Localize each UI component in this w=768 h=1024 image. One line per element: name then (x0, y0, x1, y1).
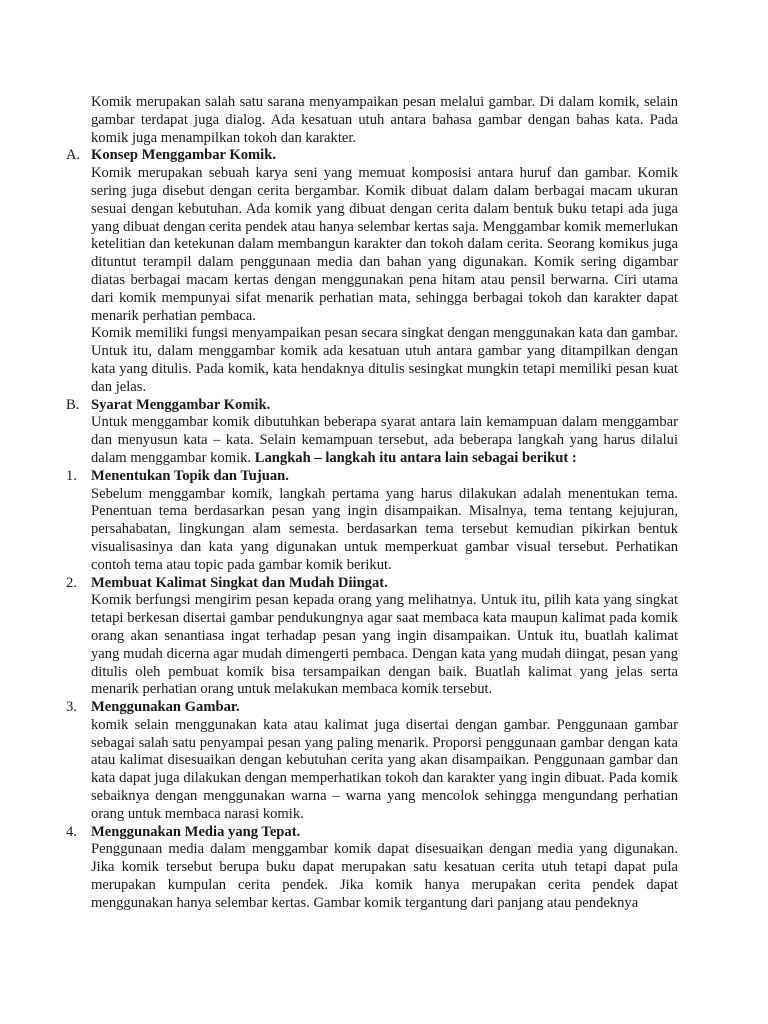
step-3-marker: 3. (66, 699, 77, 716)
section-a (66, 147, 678, 396)
section-a-paragraph-1: Komik merupakan sebuah karya seni yang memuat komposisi antara huruf dan gambar. Komik sering juga disebut dengan cerita bergambar. Komik dibuat dalam dalam berbagai macam ukuran sesuai dengan kebutuhan. Ada komik yang dibuat dengan cerita dalam bentuk buku tetapi ada juga yang dibuat dengan cerita pendek atau hanya selembar kertas saja. Menggambar komik memerlukan ketelitian dan ketekunan dalam membangun karakter dan tokoh dalam cerita. Seorang komikus juga dituntut terampil dalam penggunaan media dan bahan yang digunakan. Komik sering digambar diatas berbagai macam kertas dengan menggunakan pena hitam atau pensil berwarna. Ciri utama dari komik mempunyai sifat menarik perhatian mata, sehingga berbagai tokoh dan karakter dapat menarik perhatian pembaca. (91, 165, 678, 324)
step-3 (66, 699, 678, 824)
section-a-marker: A. (66, 147, 81, 164)
step-2-marker: 2. (66, 574, 77, 591)
step-1-marker: 1. (66, 467, 77, 484)
step-4-marker: 4. (66, 823, 77, 840)
section-b-marker: B. (66, 396, 80, 413)
section-b-paragraph (91, 414, 678, 467)
step-1-paragraph: Sebelum menggambar komik, langkah pertama yang harus dilakukan adalah menentukan tema. Penentuan tema berdasarkan pesan yang ingin disampaikan. Misalnya, tema tentang kejujuran, persahabatan, lingkungan alam semesta. berdasarkan tema tersebut kemudian pikirkan bentuk visualisasinya dan kata yang digunakan untuk memperkuat gambar visual tersebut. Perhatikan contoh tema atau topic pada gambar komik berikut. (91, 485, 678, 573)
step-3-heading: Menggunakan Gambar. (91, 699, 240, 716)
step-1 (66, 467, 678, 575)
step-4-paragraph: Penggunaan media dalam menggambar komik dapat disesuaikan dengan media yang digunakan. Jika komik tersebut berupa buku dapat merupakan satu kesatuan cerita utuh tetapi dapat pula merupakan kumpulan cerita pendek. Jika komik hanya merupakan cerita pendek dapat menggunakan hanya selembar kertas. Gambar komik tergantung dari panjang atau pendeknya (91, 841, 678, 911)
intro-paragraph: Komik merupakan salah satu sarana menyampaikan pesan melalui gambar. Di dalam komik, selain gambar terdapat juga dialog. Ada kesatuan utuh antara bahasa gambar dengan bahas kata. Pada komik juga menampilkan tokoh dan karakter. (91, 94, 678, 146)
section-b-heading: Syarat Menggambar Komik. (91, 396, 271, 413)
step-1-heading: Menentukan Topik dan Tujuan. (91, 467, 289, 484)
section-a-heading: Konsep Menggambar Komik. (91, 147, 277, 164)
step-2 (66, 574, 678, 700)
step-4-heading: Menggunakan Media yang Tepat. (91, 823, 301, 840)
section-b-body: Untuk menggambar komik dibutuhkan beberapa syarat antara lain kemampuan dalam menggambar dan menyusun kata – kata. Selain kemampuan tersebut, ada beberapa langkah yang harus dilalui dalam menggambar komik. (91, 414, 678, 466)
section-b (66, 396, 678, 468)
step-4 (66, 823, 678, 913)
section-b-body-bold: Langkah – langkah itu antara lain sebagai berikut : (254, 449, 577, 466)
section-a-paragraph-2: Komik memiliki fungsi menyampaikan pesan secara singkat dengan menggunakan kata dan gambar. Untuk itu, dalam menggambar komik ada kesatuan utuh antara gambar yang ditampilkan dengan kata yang ditulis. Pada komik, kata hendaknya ditulis sesingkat mungkin tetapi memiliki pesan kuat dan jelas. (91, 325, 678, 395)
step-2-heading: Membuat Kalimat Singkat dan Mudah Diingat. (91, 574, 388, 591)
step-2-paragraph: Komik berfungsi mengirim pesan kepada orang yang melihatnya. Untuk itu, pilih kata yang singkat tetapi berkesan disertai gambar pendukungnya agar saat membaca kata maupun kalimat pada komik orang akan senantiasa ingat terhadap pesan yang ingin disampaikan. Untuk itu, buatlah kalimat yang mudah dicerna agar mudah dimengerti pembaca. Dengan kata yang mudah diingat, pesan yang ditulis oleh pembuat komik bisa tersampaikan dengan baik. Buatlah kalimat yang jelas serta menarik perhatian orang untuk melakukan membaca komik tersebut. (91, 592, 678, 698)
step-3-paragraph: komik selain menggunakan kata atau kalimat juga disertai dengan gambar. Penggunaan gambar sebagai salah satu penyampai pesan yang paling menarik. Proporsi penggunaan gambar dengan kata atau kalimat disesuaikan dengan kebutuhan cerita yang akan disampaikan. Penggunaan gambar dan kata dapat juga dilakukan dengan memperhatikan tokoh dan karakter yang ingin dibuat. Pada komik sebaiknya dengan menggunakan warna – warna yang mencolok sehingga mengundang perhatian orang untuk membaca narasi komik. (91, 716, 678, 822)
